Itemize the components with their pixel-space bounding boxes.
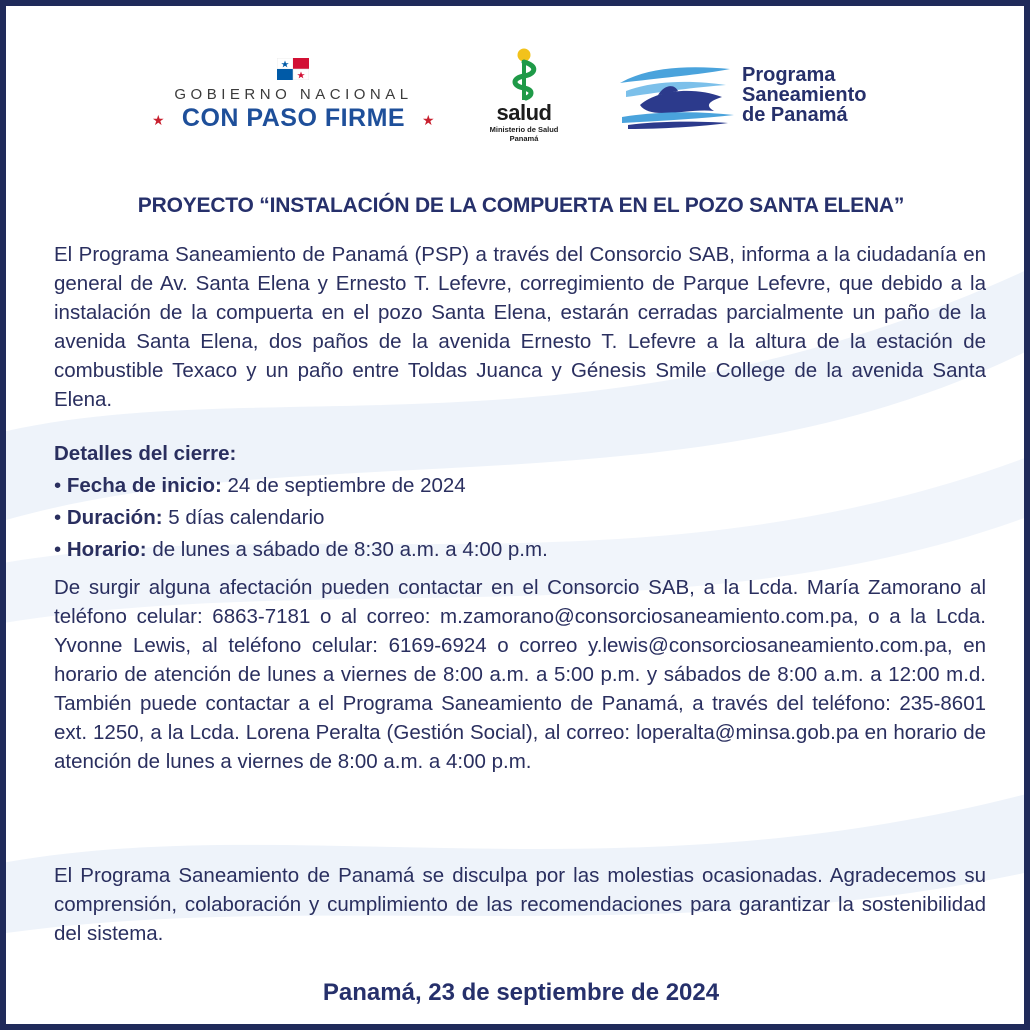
salud-caduceus-icon (508, 48, 540, 102)
detail-item-duration: • Duración: 5 días calendario (54, 506, 325, 529)
gobierno-nacional-logo (146, 56, 441, 136)
details-heading: Detalles del cierre: (54, 442, 237, 465)
salud-logo (484, 48, 564, 143)
footer-date: Panamá, 23 de septiembre de 2024 (322, 979, 720, 1006)
gobierno-line2: CON PASO FIRME (181, 104, 406, 132)
detail-label: Horario: (66, 538, 147, 561)
page-title: PROYECTO “INSTALACIÓN DE LA COMPUERTA EN EL POZO SANTA ELENA” (137, 194, 905, 217)
salud-subtitle-1: Ministerio de Salud (489, 125, 559, 134)
detail-item-schedule: • Horario: de lunes a sábado de 8:30 a.m. a 4:00 p.m. (54, 538, 548, 561)
intro-paragraph: El Programa Saneamiento de Panamá (PSP) a través del Consorcio SAB, informa a la ciudadanía en general de Av. Santa Elena y Ernesto T. Lefevre, corregimiento de Parque Lefevre, que debido a la instalación de la compuerta en el pozo Santa Elena, estarán cerradas parcialmente un paño de la avenida Santa Elena, dos paños de la avenida Ernesto T. Lefevre a la altura de la estación de combustible Texaco y un paño entre Toldas Juanca y Génesis Smile College de la avenida Santa Elena. (54, 243, 986, 411)
contact-paragraph: De surgir alguna afectación pueden contactar en el Consorcio SAB, a la Lcda. María Zamorano al teléfono celular: 6863-7181 o al correo: m.zamorano@consorciosaneamiento.com.pa, o a la Lcda. Yvonne Lewis, al teléfono celular: 6169-6924 o correo y.lewis@consorciosaneamiento.com.pa, en horario de atención de lunes a viernes de 8:00 a.m. a 5:00 p.m. y sábados de 8:00 a.m. a 12:00 m.d. También puede contactar a el Programa Saneamiento de Panamá, a través del teléfono: 235-8601 ext. 1250, a la Lcda. Lorena Peralta (Gestión Social), al correo: loperalta@minsa.gob.pa en horario de atención de lunes a viernes de 8:00 a.m. a 4:00 p.m. (54, 576, 986, 773)
psp-line3: de Panamá (742, 104, 848, 126)
psp-line2: Saneamiento (742, 84, 867, 106)
detail-value: de lunes a sábado de 8:30 a.m. a 4:00 p.m. (152, 538, 548, 561)
programa-saneamiento-logo (618, 61, 918, 131)
salud-subtitle-2: Panamá (509, 134, 539, 143)
salud-wordmark: salud (496, 100, 552, 125)
psp-wordmark (742, 65, 866, 125)
panama-flag-icon (277, 58, 309, 80)
psp-line1: Programa (742, 64, 836, 86)
detail-label: Duración: (66, 506, 163, 529)
closure-details (54, 438, 986, 566)
closing-paragraph: El Programa Saneamiento de Panamá se disculpa por las molestias ocasionadas. Agradecemos su comprensión, colaboración y cumplimiento de las recomendaciones para garantizar la sostenibilidad del sistema. (54, 864, 986, 945)
detail-value: 24 de septiembre de 2024 (227, 474, 466, 497)
gobierno-line1: GOBIERNO NACIONAL (174, 86, 413, 103)
star-left-icon: ★ (152, 112, 165, 128)
psp-dolphin-icon (618, 61, 738, 131)
star-right-icon: ★ (422, 112, 435, 128)
detail-item-start-date: • Fecha de inicio: 24 de septiembre de 2024 (54, 474, 466, 497)
detail-label: Fecha de inicio: (66, 474, 222, 497)
detail-value: 5 días calendario (168, 506, 325, 529)
